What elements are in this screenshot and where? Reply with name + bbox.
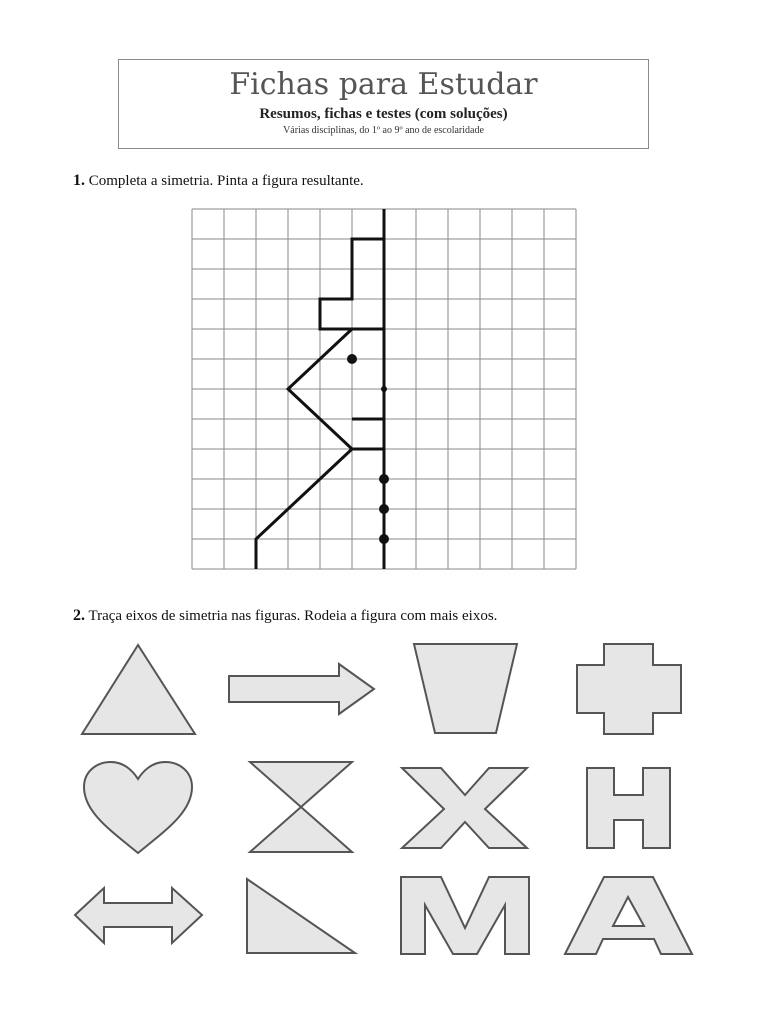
double-arrow-shape [75,888,202,943]
letter-m-shape [401,877,529,954]
arrow-right-shape [229,664,374,714]
axis-point-4 [379,534,389,544]
triangle-shape [82,645,195,734]
hourglass-shape [250,762,352,852]
cross-shape [577,644,681,734]
question-2-number: 2. [73,607,85,624]
question-1-number: 1. [73,172,85,189]
trapezoid-shape [414,644,517,733]
heart-shape [84,762,192,853]
axis-point-2 [379,474,389,484]
right-triangle-shape [247,879,355,953]
axis-point-1 [381,386,387,392]
letter-a-shape [565,877,692,954]
question-2-text: Traça eixos de simetria nas figuras. Rodeia a figura com mais eixos. [88,608,498,624]
question-1-text: Completa a simetria. Pinta a figura resultante. [88,173,364,189]
letter-x-shape [402,768,527,848]
header-title: Fichas para Estudar [229,67,538,102]
axis-point-3 [379,504,389,514]
header-subtitle: Resumos, fichas e testes (com soluções) [259,106,508,122]
letter-h-shape [587,768,670,848]
eye-dot [347,354,357,364]
header-note: Várias disciplinas, do 1º ao 9º ano de escolaridade [283,125,484,136]
